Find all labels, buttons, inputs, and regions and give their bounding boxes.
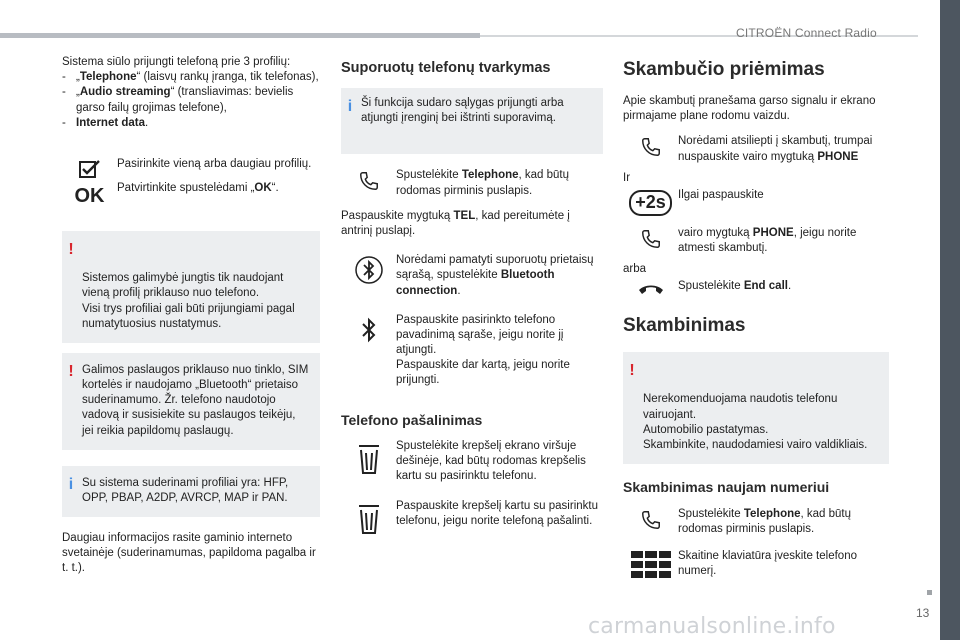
top-rule-dark bbox=[0, 33, 480, 38]
profile-item: - „Telephone“ (laisvų rankų įranga, tik telefonas), bbox=[62, 70, 320, 85]
or-label: arba bbox=[623, 262, 647, 275]
select-profiles-row bbox=[62, 157, 320, 179]
column-3 bbox=[623, 55, 887, 593]
or-label: Ir bbox=[623, 171, 631, 184]
new-number-telephone-row: Spustelėkite Telephone, kad būtų rodomas pirminis puslapis. bbox=[623, 507, 887, 537]
trash-step2-row: Paspauskite krepšelį kartu su pasirinktu telefonu, jeigu norite telefoną pašalinti. bbox=[341, 499, 603, 535]
more-info-text: Daugiau informacijos rasite gaminio interneto svetainėje (suderinamumas, papildoma pagalba ir t. t.). bbox=[62, 532, 316, 575]
section-title-receive-call: Skambučio priėmimas bbox=[623, 59, 825, 80]
ok-icon: OK bbox=[74, 184, 105, 207]
long-press-badge-icon: +2s bbox=[623, 188, 678, 216]
column-1 bbox=[62, 55, 320, 585]
watermark: carmanualsonline.info bbox=[588, 614, 836, 639]
confirm-ok-row bbox=[62, 181, 320, 209]
phone-handset-icon bbox=[341, 168, 396, 192]
pair-toggle-row: Paspauskite pasirinkto telefono pavadinimą sąraše, jeigu norite jį atjungti. Paspauskite dar kartą, jeigu norite prijungti. bbox=[341, 313, 603, 389]
select-profiles-text: Pasirinkite vieną arba daugiau profilių. bbox=[117, 157, 312, 170]
warning-box-services: ! Galimos paslaugos priklauso nuo tinklo, SIM kortelės ir naudojamo „Bluetooth“ prietaiso suderinamumo. Žr. telefono naudotojo vadovą ir susisiekite su paslaugos teikėju, jei reikia papildomų paslaugų. bbox=[62, 353, 320, 450]
side-strip bbox=[940, 0, 960, 640]
reject-call-row: vairo mygtuką PHONE, jeigu norite atmesti skambutį. bbox=[623, 226, 887, 256]
warning-icon: ! bbox=[629, 362, 635, 380]
trash-icon bbox=[341, 499, 396, 535]
receive-call-lead: Apie skambutį pranešama garso signalu ir ekrano pirmajame plane rodomu vaizdu. bbox=[623, 95, 876, 123]
keypad-row: Skaitine klaviatūra įveskite telefono numerį. bbox=[623, 549, 887, 579]
trash-step1-row: Spustelėkite krepšelį ekrano viršuje dešinėje, kad būtų rodomas krepšelis kartu su pasirinktu telefonu. bbox=[341, 439, 603, 485]
profile-item: - „Audio streaming“ (transliavimas: bevielis garso failų grojimas telefone), bbox=[62, 85, 320, 115]
warning-icon: ! bbox=[68, 362, 74, 380]
end-call-icon bbox=[623, 279, 678, 297]
phone-handset-icon bbox=[623, 226, 678, 250]
answer-call-row: Norėdami atsiliepti į skambutį, trumpai nuspauskite vairo mygtuką PHONE bbox=[623, 134, 887, 164]
profiles-list bbox=[62, 70, 320, 131]
column-2 bbox=[341, 55, 603, 549]
profile-item: - Internet data. bbox=[62, 116, 320, 131]
section-title-remove-phone: Telefono pašalinimas bbox=[341, 411, 483, 428]
phone-handset-icon bbox=[623, 507, 678, 531]
section-title-calling: Skambinimas bbox=[623, 315, 746, 337]
info-box-pairing: i Ši funkcija sudaro sąlygas prijungti arba atjungti įrenginį bei ištrinti suporavimą. bbox=[341, 88, 603, 154]
end-call-row: Spustelėkite End call. bbox=[623, 279, 887, 297]
bluetooth-connection-row: Norėdami pamatyti suporuotų prietaisų sąrašą, spustelėkite Bluetooth connection. bbox=[341, 253, 603, 299]
confirm-ok-text: Patvirtinkite spustelėdami „OK“. bbox=[117, 181, 279, 194]
checkbox-icon bbox=[62, 157, 117, 179]
bluetooth-icon bbox=[341, 313, 396, 345]
section-title-paired-phones: Suporuotų telefonų tvarkymas bbox=[341, 60, 551, 76]
profiles-intro: Sistema siūlo prijungti telefoną prie 3 profilių: bbox=[62, 56, 291, 68]
warning-icon: ! bbox=[68, 240, 74, 258]
info-icon: i bbox=[347, 98, 353, 116]
tel-button-text: Paspauskite mygtuką TEL, kad pereitumėte į antrinį puslapį. bbox=[341, 209, 570, 237]
keypad-icon bbox=[623, 549, 678, 579]
page-number: 13 bbox=[916, 606, 930, 620]
trash-icon bbox=[341, 439, 396, 475]
brand-header: CITROËN Connect Radio bbox=[736, 26, 877, 40]
phone-handset-icon bbox=[623, 134, 678, 158]
long-press-row: +2s Ilgai paspauskite bbox=[623, 188, 887, 216]
section-title-new-number: Skambinimas naujam numeriui bbox=[623, 479, 830, 496]
bluetooth-circle-icon bbox=[341, 253, 396, 285]
info-icon: i bbox=[68, 475, 74, 493]
telephone-step-row: Spustelėkite Telephone, kad būtų rodomas pirminis puslapis. bbox=[341, 168, 603, 198]
warning-box-driving: ! Nerekomenduojama naudotis telefonu vairuojant. Automobilio pastatymas. Skambinkite, naudodamiesi vairo valdikliais. bbox=[623, 352, 889, 464]
info-box-profiles: i Su sistema suderinami profiliai yra: HFP, OPP, PBAP, A2DP, AVRCP, MAP ir PAN. bbox=[62, 466, 320, 517]
page-marker bbox=[927, 590, 932, 595]
warning-box-profiles: ! Sistemos galimybė jungtis tik naudojant vieną profilį priklauso nuo telefono. Visi trys profiliai gali būti prijungiami pagal numatytuosius nustatymus. bbox=[62, 231, 320, 343]
